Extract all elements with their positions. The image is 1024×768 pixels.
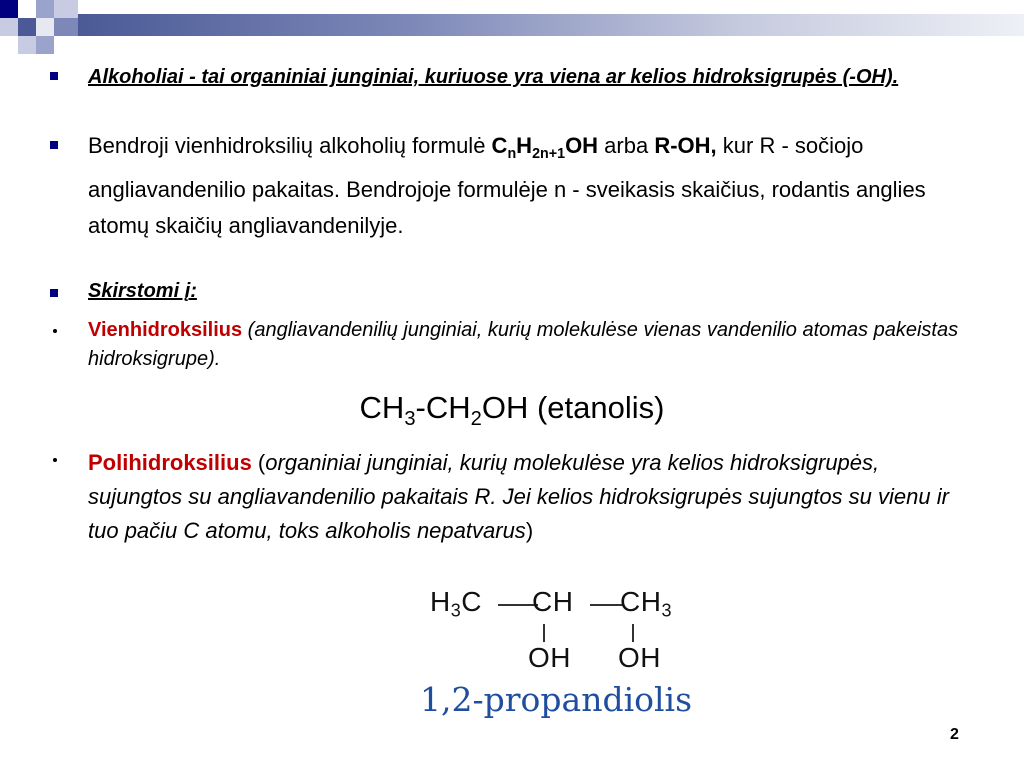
ch3-sub: 3: [661, 600, 672, 621]
deco-square: [0, 0, 18, 18]
poly-term: Polihidroksilius: [88, 450, 252, 475]
bullet-dot-icon: [53, 458, 57, 462]
formula-oh: OH: [565, 133, 599, 158]
eth-tail: OH (etanolis): [481, 390, 665, 425]
definition-text: Alkoholiai - tai organiniai junginiai, kuriuose yra viena ar kelios hidroksigrupės (-OH).: [88, 66, 899, 88]
eth-dash-ch: -CH: [415, 390, 471, 425]
poly-description: organiniai junginiai, kurių molekulėse yra kelios hidroksigrupės, sujungtos su angliavandenilio pakaitais R. Jei kelios hidroksigrupės sujungtos su vienu ir tuo pačiu C atomu, toks alkoholis nepatvarus: [88, 450, 949, 543]
deco-square: [36, 36, 54, 54]
general-formula: [491, 133, 599, 162]
ethanol-formula: [0, 388, 1024, 439]
group-oh-2: OH: [618, 642, 661, 673]
deco-square: [18, 36, 36, 54]
compound-name: 1,2-propandiolis: [420, 680, 693, 719]
h3c-sub: 3: [450, 600, 462, 621]
deco-square: [18, 0, 36, 18]
deco-square: [36, 0, 54, 18]
header-gradient-bar: [78, 14, 1024, 36]
bullet-square-icon: [50, 141, 58, 149]
classification-heading: Skirstomi į:: [88, 280, 197, 302]
ch3-ch: CH: [620, 586, 662, 617]
deco-square: [54, 18, 78, 36]
poly-paren-open: (: [251, 450, 266, 475]
eth-sub-3: 3: [404, 408, 416, 431]
formula-h: H: [516, 133, 533, 158]
group-h3c: [430, 586, 482, 621]
h3c-c: C: [461, 586, 482, 617]
poly-paren-close: ): [525, 518, 534, 543]
mono-term: Vienhidroksilius: [88, 319, 243, 341]
eth-ch: CH: [359, 390, 405, 425]
formula-or: arba: [598, 133, 655, 158]
formula-paragraph: [88, 128, 968, 244]
mono-description: (angliavandenilių junginiai, kurių molekulėse vienas vandenilio atomas pakeistas hidroksigrupe).: [88, 319, 959, 370]
formula-c: C: [491, 133, 508, 158]
header-decoration: [0, 0, 1024, 60]
deco-square: [0, 18, 18, 36]
group-ch3: [620, 586, 672, 621]
page-number: 2: [950, 726, 959, 743]
bond-line: [590, 604, 624, 606]
eth-sub-2: 2: [470, 408, 482, 431]
formula-sub-n: n: [507, 146, 517, 162]
bullet-square-icon: [50, 289, 58, 297]
deco-square: [18, 18, 36, 36]
group-oh-1: OH: [528, 642, 571, 673]
group-ch: CH: [532, 586, 574, 617]
bond-line: [543, 624, 545, 642]
bullet-dot-icon: [53, 329, 57, 333]
deco-square: [54, 0, 78, 18]
formula-roh: R-OH,: [654, 133, 717, 158]
formula-intro: Bendroji vienhidroksilių alkoholių formulė: [88, 133, 492, 158]
h3c-h: H: [430, 586, 451, 617]
bullet-square-icon: [50, 72, 58, 80]
poly-paragraph: [88, 446, 968, 548]
formula-explanation: kur R - sočiojo angliavandenilio pakaitas. Bendrojoje formulėje n - sveikasis skaičius, rodantis anglies atomų skaičių angliavandenilyje.: [88, 133, 926, 238]
mono-paragraph: [88, 316, 968, 374]
deco-square: [36, 18, 54, 36]
formula-sub-2n1: 2n+1: [532, 146, 566, 162]
bond-line: [632, 624, 634, 642]
